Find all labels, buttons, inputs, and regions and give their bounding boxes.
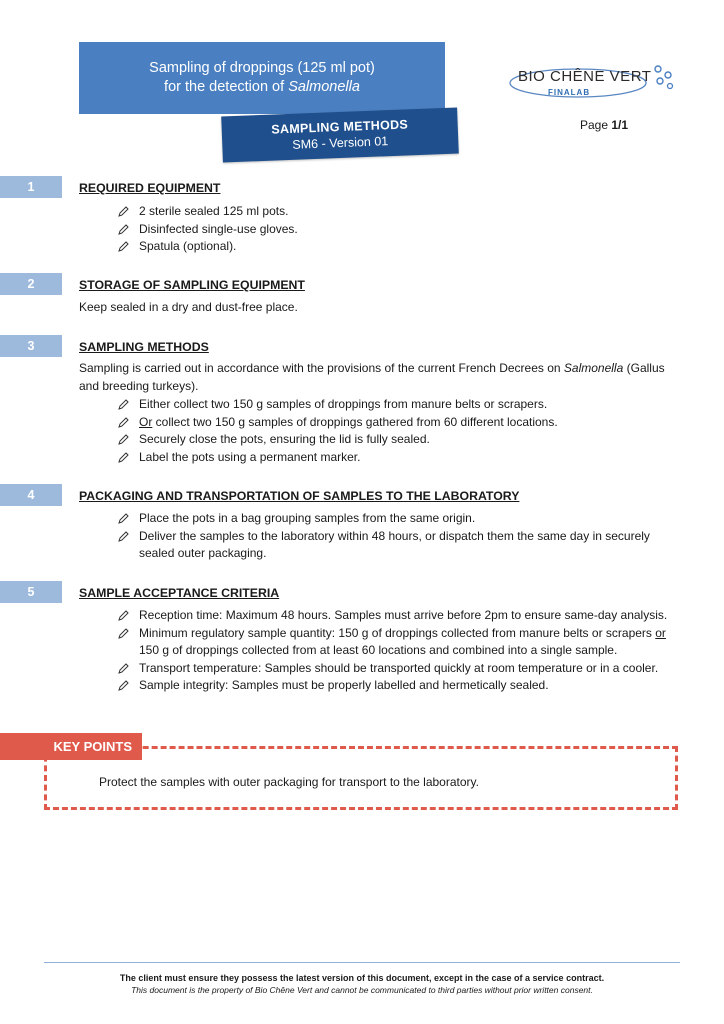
logo-dot-icon [655, 66, 661, 72]
logo-dot-icon [665, 72, 671, 78]
section-heading-3: SAMPLING METHODS [79, 340, 209, 354]
logo-main-text: BIO CHÊNE VERT [518, 68, 652, 85]
document-title-line1: Sampling of droppings (125 ml pot) [149, 60, 375, 76]
list-item: 2 sterile sealed 125 ml pots. [115, 203, 685, 221]
page-number: Page 1/1 [580, 118, 629, 132]
equipment-list [115, 203, 685, 256]
list-item: Deliver the samples to the laboratory within 48 hours, or dispatch them the same day in securely sealed outer packaging. [115, 528, 685, 563]
acceptance-criteria-list [115, 607, 685, 695]
pencil-icon [117, 680, 129, 692]
list-item: Disinfected single-use gloves. [115, 221, 685, 239]
pencil-icon [117, 206, 129, 218]
company-logo [508, 55, 680, 105]
list-item: Securely close the pots, ensuring the lid is fully sealed. [115, 431, 685, 449]
document-title-line2: for the detection of Salmonella [164, 79, 360, 95]
list-item: Or collect two 150 g samples of droppings gathered from 60 different locations. [115, 414, 685, 432]
list-item: Either collect two 150 g samples of droppings from manure belts or scrapers. [115, 396, 685, 414]
pencil-icon [117, 434, 129, 446]
pencil-icon [117, 241, 129, 253]
footer-divider [44, 962, 680, 963]
pencil-icon [117, 513, 129, 525]
section-number-4: 4 [0, 484, 62, 506]
section-heading-2: STORAGE OF SAMPLING EQUIPMENT [79, 278, 305, 292]
section-number-2: 2 [0, 273, 62, 295]
method-version: SM6 - Version 01 [292, 134, 389, 152]
pencil-icon [117, 663, 129, 675]
list-item: Spatula (optional). [115, 238, 685, 256]
section-number-5: 5 [0, 581, 62, 603]
section-heading-5: SAMPLE ACCEPTANCE CRITERIA [79, 586, 280, 600]
footer-notice: The client must ensure they possess the latest version of this document, except in the case of a service contract. [119, 973, 605, 983]
list-item: Minimum regulatory sample quantity: 150 g of droppings collected from manure belts or scrapers or 150 g of droppings collected from at least 60 locations and combined into a single sample. [115, 625, 685, 660]
logo-sub-text: FINALAB [548, 88, 591, 97]
logo-dot-icon [668, 84, 673, 89]
pencil-icon [117, 224, 129, 236]
section-number-3: 3 [0, 335, 62, 357]
list-item: Reception time: Maximum 48 hours. Samples must arrive before 2pm to ensure same-day analysis. [115, 607, 685, 625]
pencil-icon [117, 417, 129, 429]
key-points-text: Protect the samples with outer packaging for transport to the laboratory. [99, 775, 479, 789]
method-title: SAMPLING METHODS [271, 117, 409, 137]
pencil-icon [117, 610, 129, 622]
sampling-intro-text: Sampling is carried out in accordance with the provisions of the current French Decrees on Salmonella (Gallus and breeding turkeys). [79, 361, 665, 393]
key-points-label: KEY POINTS [0, 733, 142, 760]
section-number-1: 1 [0, 176, 62, 198]
list-item: Label the pots using a permanent marker. [115, 449, 685, 467]
packaging-list [115, 510, 685, 563]
list-item: Place the pots in a bag grouping samples from the same origin. [115, 510, 685, 528]
sampling-steps-list [115, 396, 685, 466]
document-title-box [79, 42, 445, 114]
pencil-icon [117, 531, 129, 543]
method-badge [221, 107, 459, 162]
list-item: Sample integrity: Samples must be properly labelled and hermetically sealed. [115, 677, 685, 695]
pencil-icon [117, 452, 129, 464]
section-heading-1: REQUIRED EQUIPMENT [79, 181, 221, 195]
footer-copyright: This document is the property of Bio Chêne Vert and cannot be communicated to third parties without prior written consent. [131, 985, 593, 995]
logo-dot-icon [657, 78, 663, 84]
storage-text: Keep sealed in a dry and dust-free place. [79, 300, 298, 314]
list-item: Transport temperature: Samples should be transported quickly at room temperature or in a cooler. [115, 660, 685, 678]
section-heading-4: PACKAGING AND TRANSPORTATION OF SAMPLES TO THE LABORATORY [79, 489, 520, 503]
pencil-icon [117, 399, 129, 411]
pencil-icon [117, 628, 129, 640]
